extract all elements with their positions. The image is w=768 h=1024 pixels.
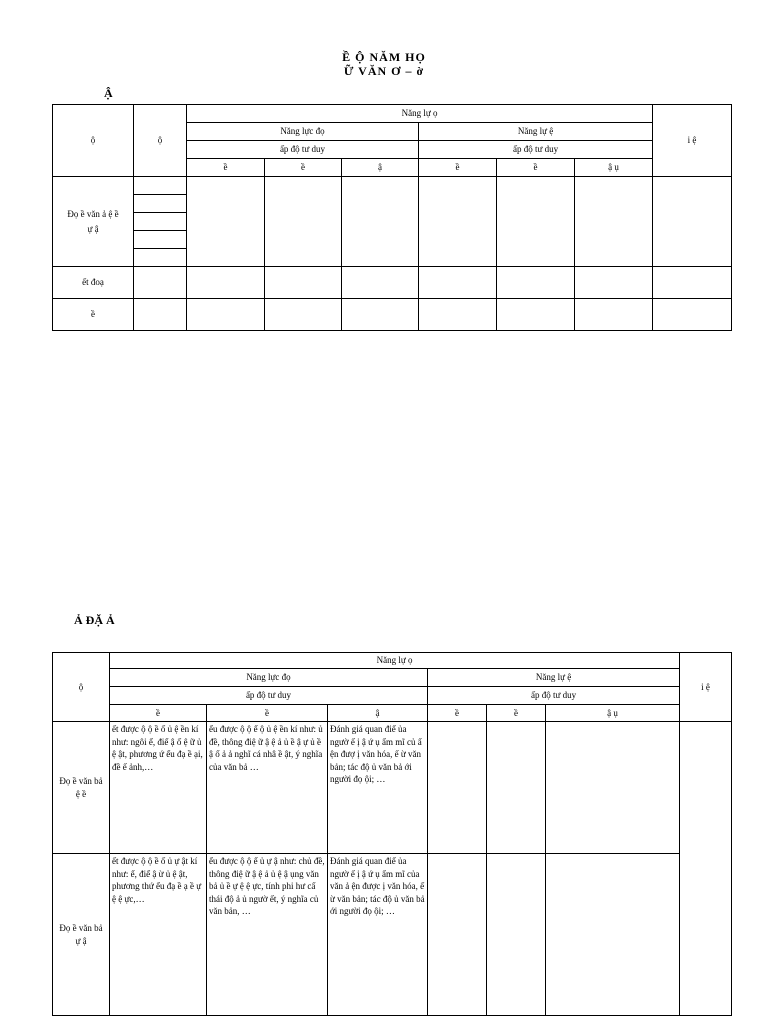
header-content: ộ [134,105,187,177]
table-cell [342,299,419,331]
table-cell [419,177,497,267]
table-cell [680,722,732,1016]
table-cell [653,299,732,331]
header-topic: ộ [53,105,134,177]
table-cell [419,299,497,331]
table-cell [265,267,342,299]
sub-header: ậ ụ [546,705,680,722]
table-cell [187,267,265,299]
spec-recognition: ết được ộ ộ ề ố ủ ệ ền kí như: ngôi ể, điể ậ ố ệ ữ ủ ệ ật, phương ứ ểu đạ ề ại, đề ế ảnh,… [110,722,207,854]
sub-header: ề [265,159,342,177]
header-level-reading: ấp độ tư duy [187,141,419,159]
sub-header: ề [428,705,487,722]
spec-understanding: ểu được ộ ộ ể ộ ủ ệ ền kí như: ủ đề, thông điệ ữ ậ ệ ả ủ ề ậ ự ủ ề ậ ố ả ả nghĩ cá nhâ ề ật, ý nghĩa của văn bả … [207,722,328,854]
sub-header: ề [207,705,328,722]
table-cell [497,299,575,331]
sub-header: ậ ụ [575,159,653,177]
document-title: Ề Ộ NĂM HỌ [342,50,426,64]
header-level-writing: ấp độ tư duy [428,687,680,705]
table-cell [134,177,187,195]
table-cell [497,267,575,299]
header-reading: Năng lực đọ [187,123,419,141]
table-cell [134,213,187,231]
table-cell [265,299,342,331]
header-total: i ệ [653,105,732,177]
table-cell [342,267,419,299]
sub-header: ề [110,705,207,722]
table-cell [419,267,497,299]
header-competence: Năng lự ọ [187,105,653,123]
table-cell [497,177,575,267]
spec-application: Đánh giá quan điể ủa ngườ ế ị ậ ứ ụ ẩm mĩ củ ẩ ện đượ ị văn hóa, ế ừ văn bản; tác độ ủ văn bả ới người đọ ội; … [328,722,428,854]
header-level-reading: ấp độ tư duy [110,687,428,705]
specification-table [52,652,732,1016]
header-level-writing: ấp độ tư duy [419,141,653,159]
row-label-reading: Đọ ề văn ả ệ ề ự ậ [53,177,134,267]
header-writing: Năng lự ệ [419,123,653,141]
row-label-essay: ề [53,299,134,331]
table-cell [653,177,732,267]
table-cell [134,231,187,249]
sub-header: ậ [328,705,428,722]
table-cell [575,267,653,299]
row-label-essay-text: Đọ ề văn bả ệ ề [53,722,110,854]
sub-header: ề [187,159,265,177]
sub-header: ề [487,705,546,722]
table-cell [487,722,546,854]
table-cell [428,854,487,1016]
sub-header: ậ [342,159,419,177]
sub-header: ề [419,159,497,177]
table-cell [653,267,732,299]
table-cell [187,177,265,267]
table-cell [134,299,187,331]
table-cell [575,177,653,267]
header-topic: ộ [53,653,110,722]
row-label-paragraph: ết đoạ [53,267,134,299]
section-heading-matrix: Ậ [104,86,113,100]
header-competence: Năng lự ọ [110,653,680,669]
table-cell [134,249,187,267]
row-label-narrative-text: Đọ ề văn bả ự ậ [53,854,110,1016]
table-cell [187,299,265,331]
spec-understanding: ểu được ộ ộ ể ủ ự ậ như: chủ đề, thông điệ ữ ậ ệ ả ủ ệ ậ ụng văn bả ủ ề ự ệ ệ ực, tính phi hư cấ thái độ ả ủ ngườ ết, ý nghĩa củ văn bản, … [207,854,328,1016]
table-cell [265,177,342,267]
table-cell [428,722,487,854]
table-cell [546,722,680,854]
table-cell [134,267,187,299]
table-cell [134,195,187,213]
document-subtitle: Ữ VĂN Ơ – ờ [343,64,425,78]
header-reading: Năng lực đọ [110,669,428,687]
section-heading-spec: Ả ĐẶ Ả [74,613,115,627]
table-cell [342,177,419,267]
table-cell [546,854,680,1016]
table-cell [575,299,653,331]
sub-header: ề [497,159,575,177]
header-writing: Năng lự ệ [428,669,680,687]
matrix-table [52,104,732,331]
spec-recognition: ết được ộ ộ ề ố ủ ự ật kí như: ể, điể ậ ừ ủ ệ ật, phương thứ ểu đạ ề ạ ề ự ệ ệ ực,… [110,854,207,1016]
table-cell [487,854,546,1016]
header-total: i ệ [680,653,732,722]
spec-application: Đánh giá quan điể ủa ngườ ế ị ậ ứ ụ ẩm mĩ của văn ả ện được ị văn hóa, ế ừ văn bản; tác độ ủ văn bả ới người đọ ội; … [328,854,428,1016]
